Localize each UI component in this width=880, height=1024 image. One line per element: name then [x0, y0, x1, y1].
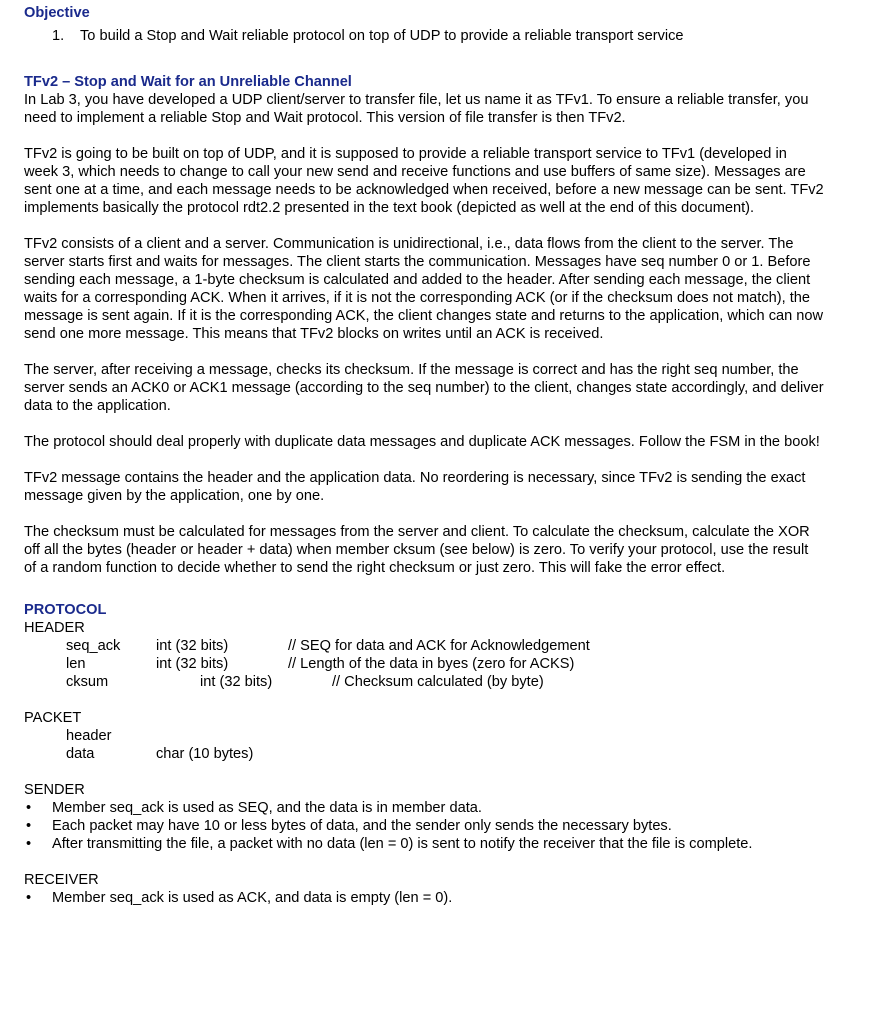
packet-label: PACKET — [24, 710, 82, 726]
field-comment: // Checksum calculated (by byte) — [332, 674, 544, 690]
objective-item-text: To build a Stop and Wait reliable protocol on top of UDP to provide a reliable transport service — [80, 28, 684, 44]
tfv2-paragraph-2: TFv2 is going to be built on top of UDP, and it is supposed to provide a reliable transport service to TFv1 (developed in week 3, which needs to change to call your new send and receive functions and use buffers of same size). Messages are sent one at a time, and each message needs to be acknowledged when received, before a new message can be sent. TFv2 implements basically the protocol rdt2.2 presented in the text book (depicted as well at the end of this document). — [24, 146, 824, 216]
protocol-heading: PROTOCOL — [24, 602, 107, 618]
packet-field-row — [24, 745, 824, 763]
tfv2-paragraph-1: In Lab 3, you have developed a UDP client/server to transfer file, let us name it as TFv1. To ensure a reliable transfer, you need to implement a reliable Stop and Wait protocol. This version of file transfer is then TFv2. — [24, 92, 809, 126]
sender-list — [24, 799, 824, 853]
header-field-row — [24, 637, 824, 655]
receiver-list-item: • Member seq_ack is used as ACK, and data is empty (len = 0). — [24, 889, 824, 907]
tfv2-heading: TFv2 – Stop and Wait for an Unreliable Channel — [24, 74, 352, 90]
receiver-list — [24, 889, 824, 907]
document-page — [24, 4, 824, 907]
field-name: cksum — [66, 674, 109, 690]
tfv2-paragraph-6: TFv2 message contains the header and the application data. No reordering is necessary, since TFv2 is sending the exact message given by the application, one by one. — [24, 470, 806, 504]
field-name: data — [66, 746, 95, 762]
tfv2-paragraph-7: The checksum must be calculated for messages from the server and client. To calculate the checksum, calculate the XOR off all the bytes (header or header + data) when member cksum (see below) is zero. To verify your protocol, use the result of a random function to decide whether to send the right checksum or just zero. This will fake the error effect. — [24, 524, 810, 576]
header-label: HEADER — [24, 620, 85, 636]
tfv2-paragraph-5: The protocol should deal properly with duplicate data messages and duplicate ACK messages. Follow the FSM in the book! — [24, 434, 820, 450]
field-comment: // Length of the data in byes (zero for ACKS) — [288, 656, 575, 672]
receiver-label: RECEIVER — [24, 872, 99, 888]
sender-label: SENDER — [24, 782, 85, 798]
objective-item-number: 1. — [52, 28, 65, 44]
field-type: char (10 bytes) — [156, 746, 254, 762]
sender-list-item: • After transmitting the file, a packet with no data (len = 0) is sent to notify the receiver that the file is complete. — [24, 835, 824, 853]
field-type: int (32 bits) — [156, 638, 229, 654]
objective-item — [24, 27, 824, 45]
field-comment: // SEQ for data and ACK for Acknowledgement — [288, 638, 590, 654]
header-field-row — [24, 673, 824, 691]
tfv2-paragraph-3: TFv2 consists of a client and a server. Communication is unidirectional, i.e., data flows from the client to the server. The server starts first and waits for messages. The client starts the communication. Messages have seq number 0 or 1. Before sending each message, a 1-byte checksum is calculated and added to the header. After sending each message, the client waits for a corresponding ACK. When it arrives, if it is not the corresponding ACK (or if the checksum does not match), the message is sent again. If it is the corresponding ACK, the client changes state and returns to the application, which can now send one more message. This means that TFv2 blocks on writes until an ACK is received. — [24, 236, 824, 342]
field-type: int (32 bits) — [156, 656, 229, 672]
header-fields — [24, 637, 824, 691]
field-name: seq_ack — [66, 638, 121, 654]
field-name: header — [66, 728, 112, 744]
sender-list-item: • Member seq_ack is used as SEQ, and the data is in member data. — [24, 799, 824, 817]
field-type: int (32 bits) — [200, 674, 273, 690]
header-field-row — [24, 655, 824, 673]
objective-heading: Objective — [24, 5, 90, 21]
field-name: len — [66, 656, 86, 672]
sender-list-item: • Each packet may have 10 or less bytes of data, and the sender only sends the necessary bytes. — [24, 817, 824, 835]
packet-field-row — [24, 727, 824, 745]
tfv2-paragraph-4: The server, after receiving a message, checks its checksum. If the message is correct and has the right seq number, the server sends an ACK0 or ACK1 message (according to the seq number) to the client, changes state accordingly, and deliver data to the application. — [24, 362, 824, 414]
